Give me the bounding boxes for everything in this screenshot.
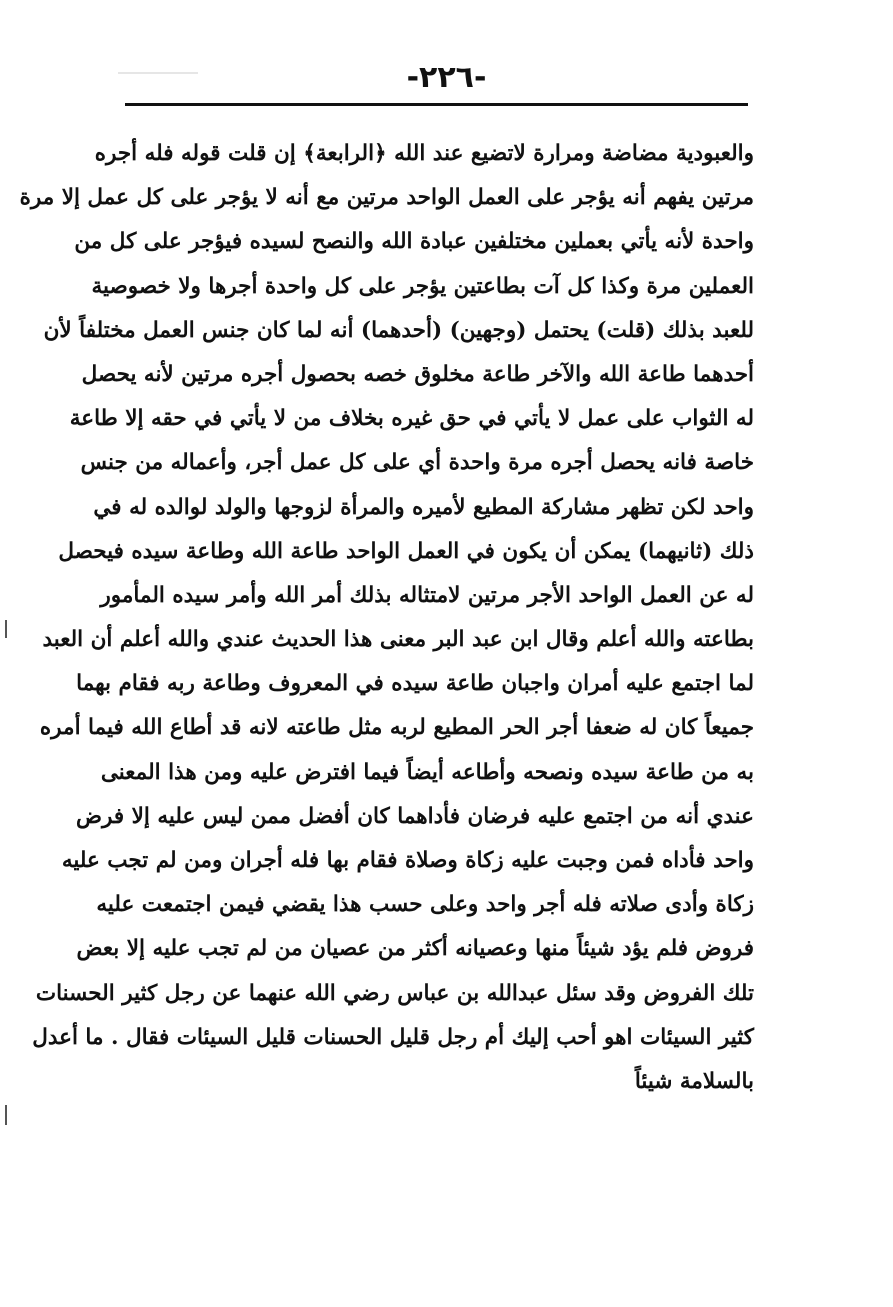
text-line-last: بالسلامة شيئاً bbox=[634, 1068, 754, 1094]
text-line: له الثواب على عمل لا يأتي في حق غيره بخلاف من لا يأتي في حقه إلا طاعة bbox=[69, 406, 754, 432]
text-line: كثير السيئات اهو أحب إليك أم رجل قليل الحسنات قليل السيئات فقال . ما أعدل bbox=[32, 1024, 754, 1050]
text-line: بطاعته والله أعلم وقال ابن عبد البر معنى هذا الحديث عندي والله أعلم أن العبد bbox=[42, 627, 754, 653]
text-line: أحدهما طاعة الله والآخر طاعة مخلوق خصه بحصول أجره مرتين لأنه يحصل bbox=[81, 361, 754, 387]
text-line: واحد فأداه فمن وجبت عليه زكاة وصلاة فقام بها فله أجران ومن لم تجب عليه bbox=[61, 848, 754, 873]
text-line: والعبودية مضاضة ومرارة لاتضيع عند الله ﴿الرابعة﴾ إن قلت قوله فله أجره bbox=[94, 141, 754, 166]
text-line: خاصة فانه يحصل أجره مرة واحدة أي على كل عمل أجر، وأعماله من جنس bbox=[80, 450, 754, 476]
text-line: به من طاعة سيده ونصحه وأطاعه أيضاً فيما افترض عليه ومن هذا المعنى bbox=[100, 759, 754, 785]
text-line: العملين مرة وكذا كل آت بطاعتين يؤجر على كل واحدة أجرها ولا خصوصية bbox=[91, 273, 754, 299]
text-line: فروض فلم يؤد شيئاً منها وعصيانه أكثر من عصيان من لم تجب عليه إلا بعض bbox=[76, 936, 754, 962]
page-number: -٢٢٦- bbox=[406, 60, 487, 95]
body-text bbox=[19, 132, 754, 1104]
text-line: له عن العمل الواحد الأجر مرتين لامتثاله بذلك أمر الله وأمر سيده المأمور bbox=[100, 582, 754, 608]
text-line: جميعاً كان له ضعفا أجر الحر المطيع لربه مثل طاعته لانه قد أطاع الله فيما أمره bbox=[39, 715, 754, 741]
text-line: ذلك (ثانيهما) يمكن أن يكون في العمل الواحد طاعة الله وطاعة سيده فيحصل bbox=[58, 538, 754, 564]
text-line: تلك الفروض وقد سئل عبدالله بن عباس رضي الله عنهما عن رجل كثير الحسنات bbox=[35, 980, 754, 1006]
text-line: واحد لكن تظهر مشاركة المطيع لأميره والمرأة لزوجها والولد لوالده له في bbox=[93, 494, 754, 520]
text-line: لما اجتمع عليه أمران واجبان طاعة سيده في المعروف وطاعة ربه فقام بهما bbox=[76, 671, 754, 697]
text-line: عندي أنه من اجتمع عليه فرضان فأداهما كان أفضل ممن ليس عليه إلا فرض bbox=[76, 803, 754, 829]
scan-edge-mark bbox=[5, 1105, 7, 1125]
text-line: واحدة لأنه يأتي بعملين مختلفين عبادة الله والنصح لسيده فيؤجر على كل من bbox=[74, 229, 754, 255]
text-line: للعبد بذلك (قلت) يحتمل (وجهين) (أحدهما) أنه لما كان جنس العمل مختلفاً لأن bbox=[43, 317, 754, 343]
scan-edge-mark bbox=[5, 620, 7, 638]
header-rule bbox=[125, 103, 748, 106]
text-line: مرتين يفهم أنه يؤجر على العمل الواحد مرتين مع أنه لا يؤجر على كل عمل إلا مرة bbox=[19, 185, 754, 211]
text-line: زكاة وأدى صلاته فله أجر واحد وعلى حسب هذا يقضي فيمن اجتمعت عليه bbox=[96, 892, 754, 918]
